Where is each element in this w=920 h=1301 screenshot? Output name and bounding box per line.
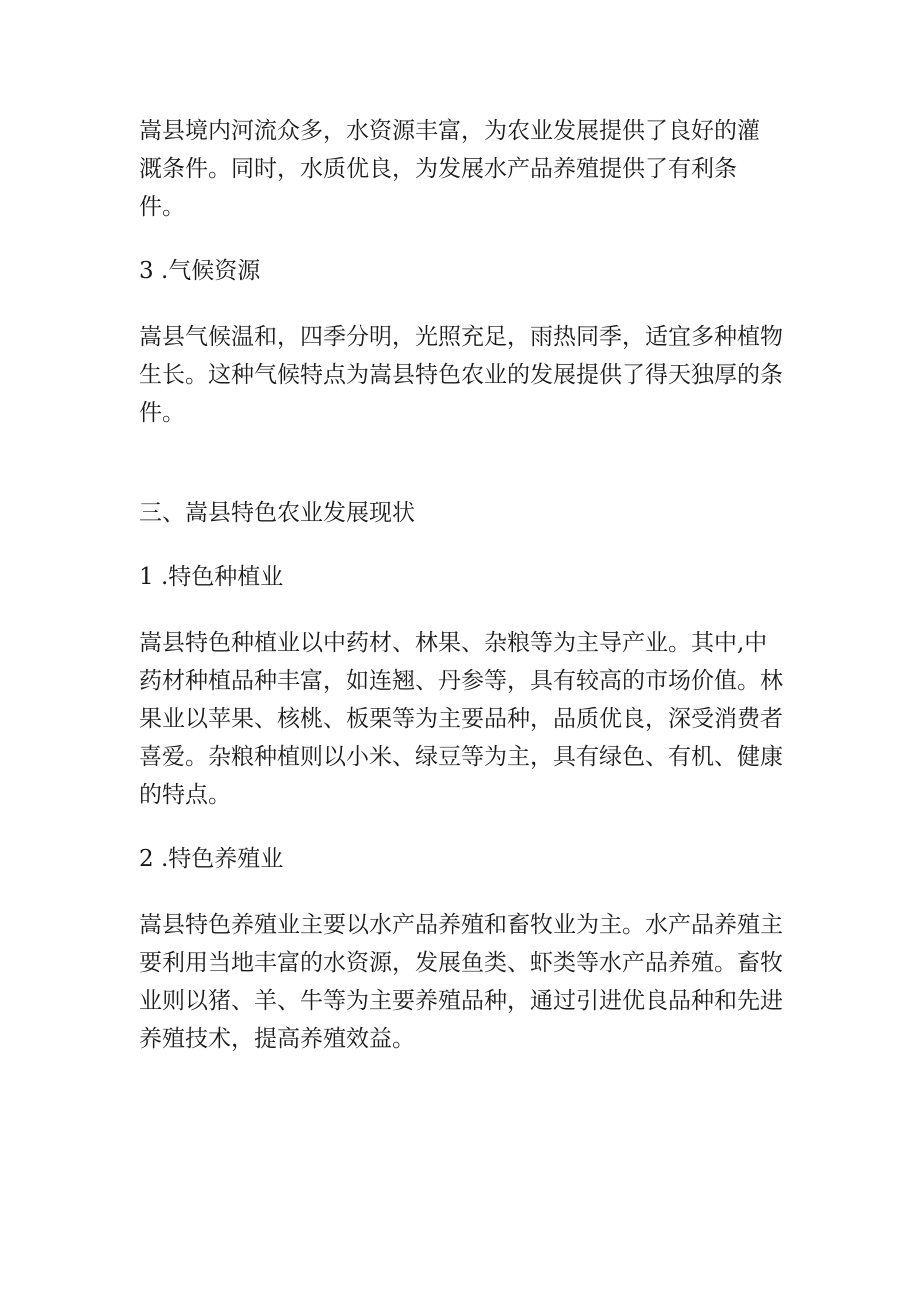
- heading-climate-resources: 3 .气候资源: [139, 258, 261, 284]
- paragraph-climate: 嵩县气候温和，四季分明，光照充足，雨热同季，适宜多种植物 生长。这种气候特点为嵩县特色农业的发展提供了得天独厚的条 件。: [139, 324, 783, 426]
- spacer: [139, 878, 789, 906]
- spacer: [139, 432, 789, 494]
- spacer: [139, 226, 789, 252]
- paragraph-breeding: 嵩县特色养殖业主要以水产品养殖和畜牧业为主。水产品养殖主 要利用当地丰富的水资源，发展鱼类、虾类等水产品养殖。畜牧 业则以猪、羊、牛等为主要养殖品种，通过引进优良品种和先进 养殖技术，提高养殖效益。: [139, 912, 783, 1052]
- heading-breeding: 2 .特色养殖业: [139, 846, 284, 872]
- spacer: [139, 814, 789, 840]
- spacer: [139, 596, 789, 624]
- spacer: [139, 532, 789, 558]
- paragraph-water-resources: 嵩县境内河流众多，水资源丰富，为农业发展提供了良好的灌 溉条件。同时，水质优良，为发展水产品养殖提供了有利条 件。: [139, 118, 760, 220]
- paragraph-planting: 嵩县特色种植业以中药材、林果、杂粮等为主导产业。其中,中 药材种植品种丰富，如连翘、丹参等，具有较高的市场价值。林 果业以苹果、核桃、板栗等为主要品种，品质优良，深受消费者 喜爱。杂粮种植则以小米、绿豆等为主，具有绿色、有机、健康 的特点。: [139, 630, 783, 808]
- heading-planting: 1 .特色种植业: [139, 564, 284, 590]
- spacer: [139, 290, 789, 318]
- document-page: [139, 112, 789, 1058]
- heading-section-three: 三、嵩县特色农业发展现状: [139, 500, 415, 526]
